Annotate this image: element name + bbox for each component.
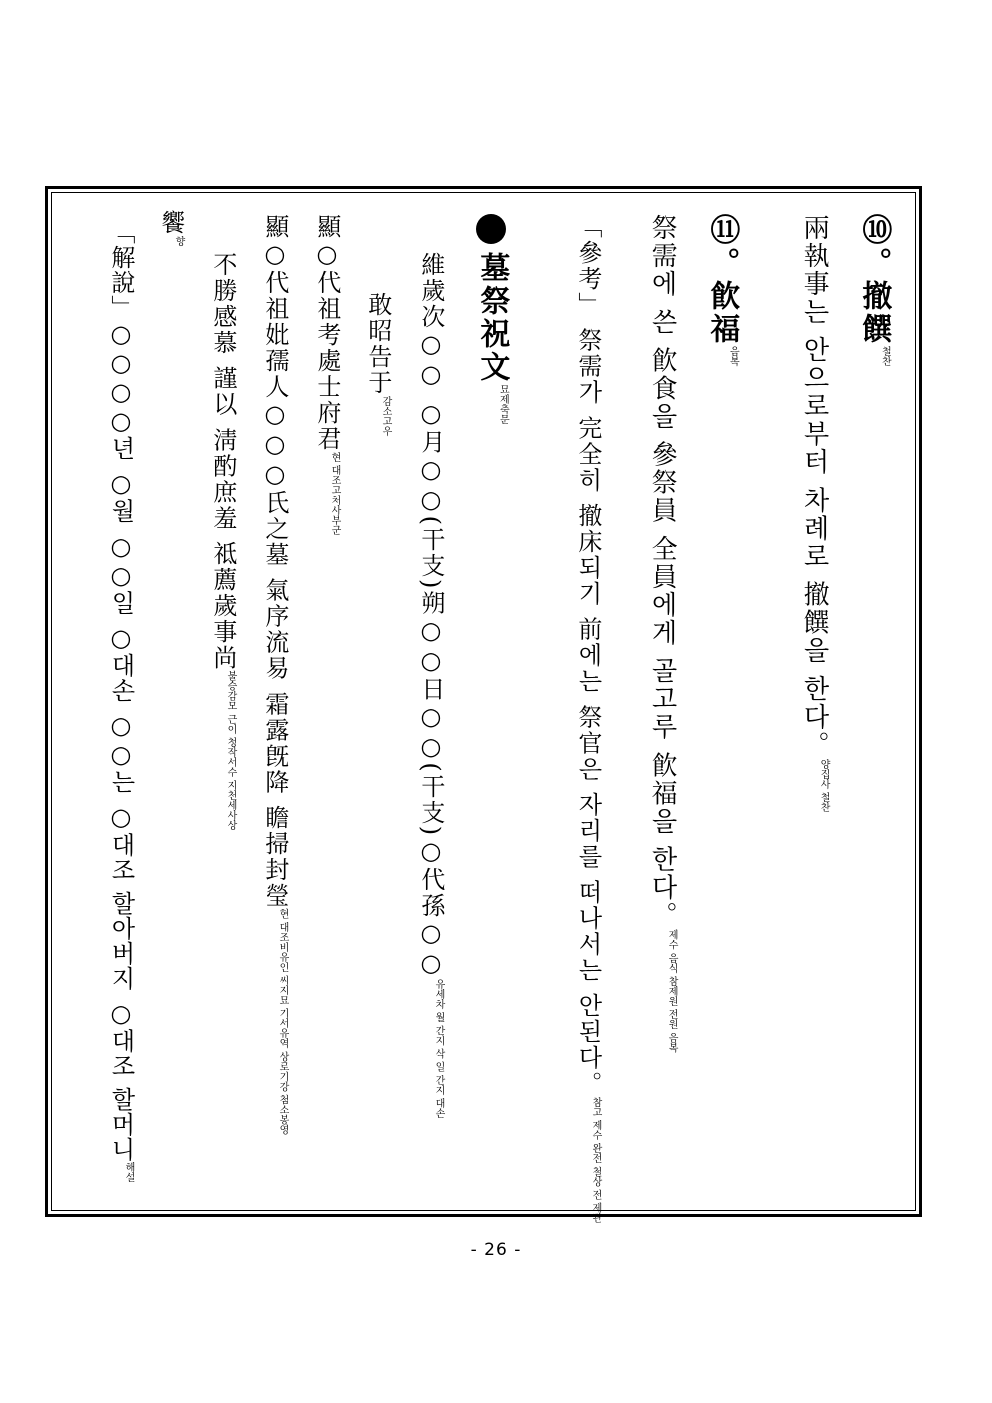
prayer-line-2: 敢昭告于$^{감소고우}$	[363, 292, 392, 436]
bullet-icon	[476, 214, 506, 244]
section-10-heading: ⑩。撤饌$^{철찬}$	[856, 214, 892, 366]
prayer-line-5: 不勝感慕 謹以 淸酌庶羞 祗薦歲事尚$^{불승감모 근이 청작서수 지천세사상}$	[208, 252, 237, 831]
prayer-line-1: 維歲次○○ ○月○○(干支)朔○○日○○(干支)○代孫○○$^{유세차 월 간지 삭 일 간지 대손}$	[416, 252, 445, 1119]
prayer-line-6: 饗$^향$	[156, 210, 185, 246]
prayer-line-4: 顯○代祖妣孺人○○○氏之墓 氣序流易 霜露旣降 瞻掃封瑩$^{현 대조비유인 씨지묘 기서유역 상로기강 첨소봉영}$	[260, 214, 289, 1135]
prayer-title: 墓祭祝文$^{묘제축문}$	[475, 214, 507, 424]
section-10-body: 兩執事는 안으로부터 차례로 撤饌을 한다。$^{양집사 철찬}$	[799, 214, 830, 813]
section-11-heading: ⑪。飮福$^{음복}$	[704, 214, 740, 366]
reference-note: 「參考」 祭需가 完全히 撤床되기 前에는 祭官은 자리를 떠나서는 안된다。$^{참고 제수 완전 철상 전 제관}$	[573, 214, 602, 1223]
page-number: - 26 -	[470, 1240, 522, 1260]
prayer-line-3: 顯○代祖考處士府君$^{현 대조고처사부군}$	[312, 214, 341, 536]
explanation: 「解說」○○○○년 ○월 ○○일 ○대손 ○○는 ○대조 할아버지 ○대조 할머니$^{해설}$	[106, 220, 135, 1183]
section-11-body: 祭需에 쓴 飮食을 參祭員 全員에게 골고루 飮福을 한다。$^{제수 음식 참제원 전원 음복}$	[647, 214, 678, 1053]
